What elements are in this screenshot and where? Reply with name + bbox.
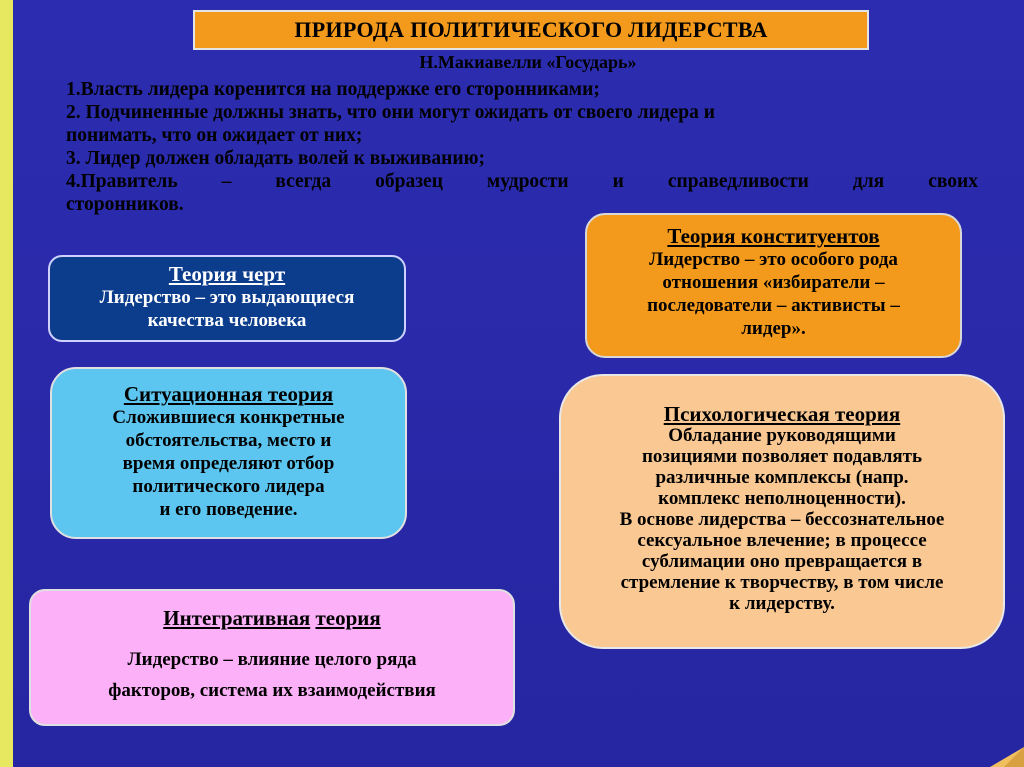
point-2-line-1: 2. Подчиненные должны знать, что они могут ожидать от своего лидера и — [66, 102, 715, 123]
slide-title-text: ПРИРОДА ПОЛИТИЧЕСКОГО ЛИДЕРСТВА — [294, 17, 768, 42]
situational-theory-line: политического лидера — [132, 476, 325, 497]
constituents-theory-line: Лидерство – это особого рода — [649, 249, 898, 270]
traits-theory-heading: Теория черт — [168, 262, 286, 286]
psychological-theory-line: Обладание руководящими — [668, 425, 896, 446]
situational-theory-line: и его поведение. — [159, 499, 298, 520]
side-stripe — [0, 0, 13, 767]
psychological-theory-line: сексуальное влечение; в процессе — [637, 530, 927, 551]
traits-theory-line: Лидерство – это выдающиеся — [99, 287, 355, 308]
situational-theory-box — [50, 367, 407, 539]
integrative-theory-box — [29, 589, 515, 726]
psychological-theory-line: к лидерству. — [729, 593, 835, 614]
integrative-theory-line: Лидерство – влияние целого ряда — [127, 649, 417, 670]
constituents-theory-heading: Теория конституентов — [667, 224, 880, 248]
traits-theory-box — [48, 255, 406, 342]
slide-title — [193, 10, 869, 50]
psychological-theory-line: В основе лидерства – бессознательное — [619, 509, 945, 530]
point-4-line-2: сторонников. — [66, 194, 184, 215]
point-4-line-1: 4.Правитель – всегда образец мудрости и справедливости для своих — [66, 171, 978, 192]
slide-subtitle: Н.Макиавелли «Государь» — [419, 52, 637, 72]
point-1: 1.Власть лидера коренится на поддержке его сторонниками; — [66, 79, 600, 100]
traits-theory-line: качества человека — [147, 310, 307, 331]
psychological-theory-line: стремление к творчеству, в том числе — [620, 572, 944, 593]
psychological-theory-line: комплекс неполноценности). — [658, 488, 906, 509]
psychological-theory-heading: Психологическая теория — [663, 402, 901, 426]
point-2-line-2: понимать, что он ожидает от них; — [66, 125, 363, 146]
integrative-theory-body — [31, 644, 513, 706]
integrative-theory-line: факторов, система их взаимодействия — [108, 680, 436, 701]
psychological-theory-line: различные комплексы (напр. — [655, 467, 909, 488]
psychological-theory-line: сублимации оно превращается в — [641, 551, 923, 572]
constituents-theory-line: отношения «избиратели – — [662, 272, 885, 293]
integrative-theory-heading-word-1: Интегративная — [163, 606, 311, 630]
situational-theory-line: обстоятельства, место и — [125, 430, 332, 451]
integrative-theory-heading — [31, 607, 513, 630]
psychological-theory-box — [559, 374, 1005, 649]
integrative-theory-heading-word-2: теория — [315, 606, 381, 630]
psychological-theory-line: позициями позволяет подавлять — [641, 446, 923, 467]
constituents-theory-line: последователи – активисты – — [647, 295, 900, 316]
situational-theory-line: время определяют отбор — [122, 453, 335, 474]
slide — [13, 0, 1024, 767]
situational-theory-heading: Ситуационная теория — [123, 382, 334, 406]
page-curl-icon — [990, 747, 1024, 767]
constituents-theory-box — [585, 213, 962, 358]
machiavelli-points — [66, 78, 978, 216]
point-3: 3. Лидер должен обладать волей к выживанию; — [66, 148, 486, 169]
constituents-theory-line: лидер». — [741, 318, 806, 339]
situational-theory-line: Сложившиеся конкретные — [112, 407, 345, 428]
